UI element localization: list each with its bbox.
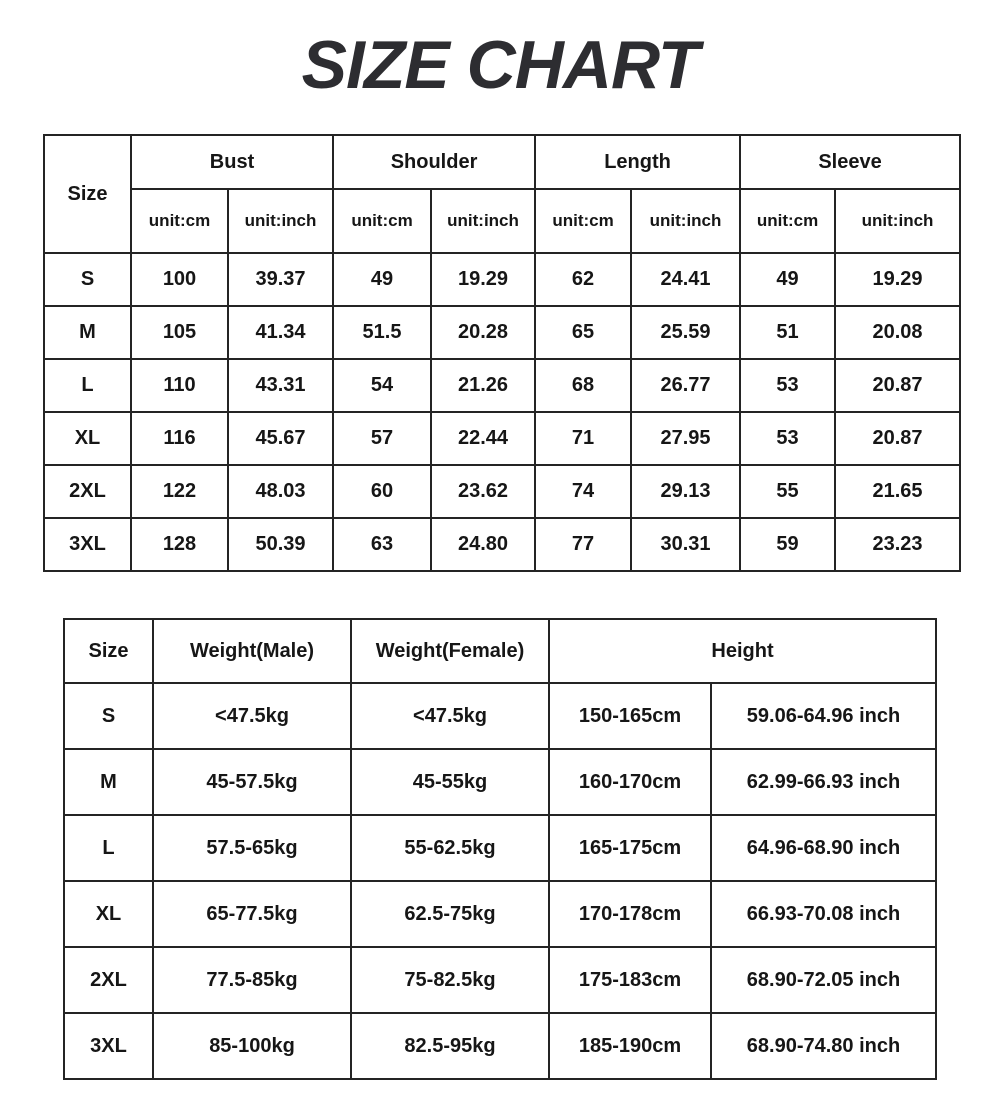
size-cell: L <box>44 359 131 412</box>
weight-female-cell: 82.5-95kg <box>351 1013 549 1079</box>
weight-female-cell: 45-55kg <box>351 749 549 815</box>
bust-unit-inch-header: unit:inch <box>228 189 333 253</box>
sleeve-inch-cell: 21.65 <box>835 465 960 518</box>
sleeve-inch-cell: 20.08 <box>835 306 960 359</box>
weight-male-cell: 77.5-85kg <box>153 947 351 1013</box>
measurement-table-row <box>44 359 960 412</box>
sleeve-cm-cell: 51 <box>740 306 835 359</box>
shoulder-unit-cm-header: unit:cm <box>333 189 431 253</box>
length-cm-cell: 77 <box>535 518 631 571</box>
sleeve-inch-cell: 23.23 <box>835 518 960 571</box>
size-column-header: Size <box>44 135 131 253</box>
sleeve-group-header: Sleeve <box>740 135 960 189</box>
shoulder-inch-cell: 22.44 <box>431 412 535 465</box>
body-table-row <box>64 683 936 749</box>
height-header: Height <box>549 619 936 683</box>
weight-male-cell: 65-77.5kg <box>153 881 351 947</box>
height-cm-cell: 170-178cm <box>549 881 711 947</box>
length-unit-inch-header: unit:inch <box>631 189 740 253</box>
weight-female-cell: 55-62.5kg <box>351 815 549 881</box>
body-table-row <box>64 947 936 1013</box>
measurement-table-body <box>44 253 960 571</box>
size-cell: S <box>44 253 131 306</box>
body-table-body <box>64 683 936 1079</box>
bust-cm-cell: 128 <box>131 518 228 571</box>
body-table-header-row <box>64 619 936 683</box>
page-title: SIZE CHART <box>301 27 699 103</box>
weight-male-header: Weight(Male) <box>153 619 351 683</box>
sleeve-inch-cell: 20.87 <box>835 359 960 412</box>
length-unit-cm-header: unit:cm <box>535 189 631 253</box>
length-cm-cell: 62 <box>535 253 631 306</box>
length-cm-cell: 74 <box>535 465 631 518</box>
shoulder-cm-cell: 54 <box>333 359 431 412</box>
length-cm-cell: 71 <box>535 412 631 465</box>
unit-header-row <box>44 189 960 253</box>
weight-female-cell: 62.5-75kg <box>351 881 549 947</box>
weight-male-cell: 45-57.5kg <box>153 749 351 815</box>
height-cm-cell: 165-175cm <box>549 815 711 881</box>
shoulder-cm-cell: 51.5 <box>333 306 431 359</box>
measurement-table-row <box>44 518 960 571</box>
bust-unit-cm-header: unit:cm <box>131 189 228 253</box>
height-inch-cell: 59.06-64.96 inch <box>711 683 936 749</box>
height-inch-cell: 68.90-72.05 inch <box>711 947 936 1013</box>
size-cell: 3XL <box>44 518 131 571</box>
size-cell: M <box>44 306 131 359</box>
sleeve-cm-cell: 49 <box>740 253 835 306</box>
shoulder-cm-cell: 63 <box>333 518 431 571</box>
length-inch-cell: 27.95 <box>631 412 740 465</box>
weight-female-cell: 75-82.5kg <box>351 947 549 1013</box>
weight-male-cell: 57.5-65kg <box>153 815 351 881</box>
bust-cm-cell: 116 <box>131 412 228 465</box>
shoulder-inch-cell: 20.28 <box>431 306 535 359</box>
bust-cm-cell: 105 <box>131 306 228 359</box>
length-inch-cell: 24.41 <box>631 253 740 306</box>
shoulder-unit-inch-header: unit:inch <box>431 189 535 253</box>
size-cell: S <box>64 683 153 749</box>
height-cm-cell: 175-183cm <box>549 947 711 1013</box>
group-header-row <box>44 135 960 189</box>
bust-inch-cell: 41.34 <box>228 306 333 359</box>
length-inch-cell: 26.77 <box>631 359 740 412</box>
size-cell: XL <box>44 412 131 465</box>
length-inch-cell: 30.31 <box>631 518 740 571</box>
bust-cm-cell: 110 <box>131 359 228 412</box>
length-cm-cell: 65 <box>535 306 631 359</box>
body-table-row <box>64 881 936 947</box>
size-cell: XL <box>64 881 153 947</box>
shoulder-inch-cell: 23.62 <box>431 465 535 518</box>
weight-female-cell: <47.5kg <box>351 683 549 749</box>
bust-inch-cell: 45.67 <box>228 412 333 465</box>
height-inch-cell: 62.99-66.93 inch <box>711 749 936 815</box>
weight-male-cell: 85-100kg <box>153 1013 351 1079</box>
bust-cm-cell: 100 <box>131 253 228 306</box>
length-group-header: Length <box>535 135 740 189</box>
bust-inch-cell: 48.03 <box>228 465 333 518</box>
shoulder-inch-cell: 24.80 <box>431 518 535 571</box>
bust-inch-cell: 39.37 <box>228 253 333 306</box>
shoulder-cm-cell: 60 <box>333 465 431 518</box>
sleeve-cm-cell: 53 <box>740 359 835 412</box>
measurement-table-row <box>44 412 960 465</box>
garment-measurement-table <box>43 134 961 572</box>
height-inch-cell: 64.96-68.90 inch <box>711 815 936 881</box>
weight-female-header: Weight(Female) <box>351 619 549 683</box>
height-cm-cell: 150-165cm <box>549 683 711 749</box>
body-table-row <box>64 1013 936 1079</box>
sleeve-inch-cell: 20.87 <box>835 412 960 465</box>
size-cell: M <box>64 749 153 815</box>
length-cm-cell: 68 <box>535 359 631 412</box>
sleeve-unit-inch-header: unit:inch <box>835 189 960 253</box>
length-inch-cell: 25.59 <box>631 306 740 359</box>
bust-cm-cell: 122 <box>131 465 228 518</box>
size-cell: 2XL <box>64 947 153 1013</box>
measurement-table-row <box>44 306 960 359</box>
sleeve-unit-cm-header: unit:cm <box>740 189 835 253</box>
body-measurement-table <box>63 618 937 1080</box>
height-cm-cell: 185-190cm <box>549 1013 711 1079</box>
height-inch-cell: 68.90-74.80 inch <box>711 1013 936 1079</box>
body-table-row <box>64 749 936 815</box>
shoulder-group-header: Shoulder <box>333 135 535 189</box>
sleeve-inch-cell: 19.29 <box>835 253 960 306</box>
size-cell: L <box>64 815 153 881</box>
size-cell: 3XL <box>64 1013 153 1079</box>
bust-inch-cell: 50.39 <box>228 518 333 571</box>
height-cm-cell: 160-170cm <box>549 749 711 815</box>
sleeve-cm-cell: 53 <box>740 412 835 465</box>
size-cell: 2XL <box>44 465 131 518</box>
measurement-table-row <box>44 253 960 306</box>
body-table-row <box>64 815 936 881</box>
shoulder-cm-cell: 49 <box>333 253 431 306</box>
length-inch-cell: 29.13 <box>631 465 740 518</box>
shoulder-cm-cell: 57 <box>333 412 431 465</box>
sleeve-cm-cell: 59 <box>740 518 835 571</box>
sleeve-cm-cell: 55 <box>740 465 835 518</box>
size-column-header: Size <box>64 619 153 683</box>
bust-inch-cell: 43.31 <box>228 359 333 412</box>
height-inch-cell: 66.93-70.08 inch <box>711 881 936 947</box>
measurement-table-row <box>44 465 960 518</box>
shoulder-inch-cell: 19.29 <box>431 253 535 306</box>
bust-group-header: Bust <box>131 135 333 189</box>
weight-male-cell: <47.5kg <box>153 683 351 749</box>
shoulder-inch-cell: 21.26 <box>431 359 535 412</box>
